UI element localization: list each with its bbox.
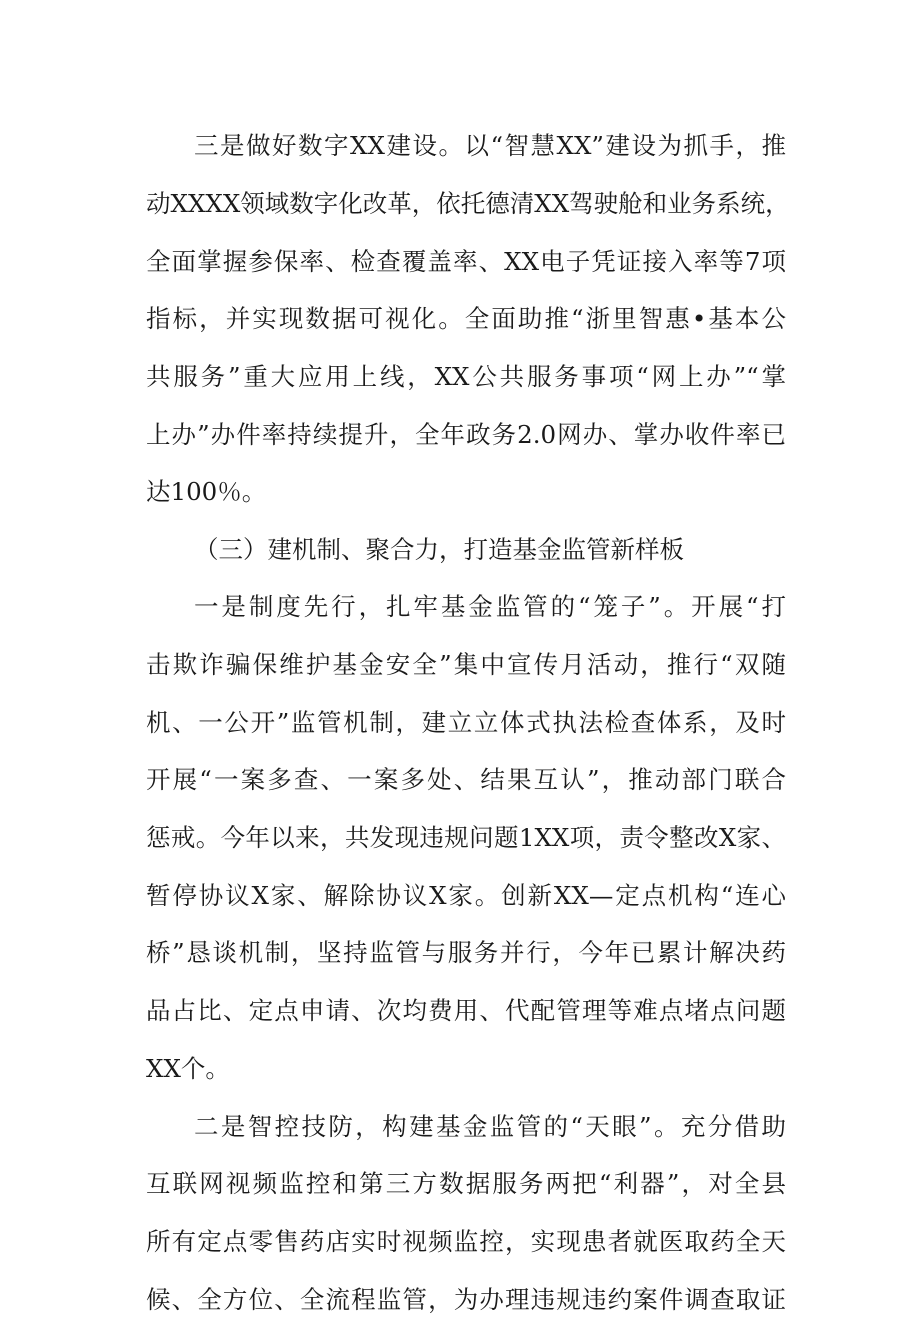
paragraph-digital-line-2: 动XXXX领域数字化改革，依托德清XX驾驶舱和业务系统， (146, 189, 790, 218)
paragraph-smart-line-3: 所有定点零售药店实时视频监控，实现患者就医取药全天 (146, 1227, 786, 1256)
paragraph-regulation-line-3: 机、一公开”监管机制，建立立体式执法检查体系，及时 (146, 708, 786, 737)
section-heading: （三）建机制、聚合力，打造基金监管新样板 (194, 535, 684, 564)
paragraph-regulation-line-8: 品占比、定点申请、次均费用、代配管理等难点堵点问题 (146, 996, 786, 1025)
paragraph-regulation-line-2: 击欺诈骗保维护基金安全”集中宣传月活动，推行“双随 (146, 650, 786, 679)
paragraph-digital-line-4: 指标，并实现数据可视化。全面助推“浙里智惠•基本公 (146, 304, 786, 333)
paragraph-regulation-line-6: 暂停协议X家、解除协议X家。创新XX—定点机构“连心 (146, 881, 786, 910)
paragraph-digital-line-7: 达100％。 (146, 477, 267, 506)
paragraph-digital-line-3: 全面掌握参保率、检查覆盖率、XX电子凭证接入率等7项 (146, 247, 786, 276)
paragraph-digital-line-1: 三是做好数字XX建设。以“智慧XX”建设为抓手，推 (194, 131, 786, 160)
paragraph-regulation-line-1: 一是制度先行，扎牢基金监管的“笼子”。开展“打 (194, 592, 786, 621)
paragraph-smart-line-4: 候、全方位、全流程监管，为办理违规违约案件调查取证 (146, 1285, 786, 1314)
paragraph-regulation-line-4: 开展“一案多查、一案多处、结果互认”，推动部门联合 (146, 765, 786, 794)
paragraph-regulation-line-9: XX个。 (146, 1054, 230, 1083)
paragraph-smart-line-1: 二是智控技防，构建基金监管的“天眼”。充分借助 (194, 1112, 786, 1141)
paragraph-regulation-line-7: 桥”恳谈机制，坚持监管与服务并行，今年已累计解决药 (146, 938, 786, 967)
paragraph-digital-line-5: 共服务”重大应用上线，XX公共服务事项“网上办”“掌 (146, 362, 786, 391)
paragraph-smart-line-2: 互联网视频监控和第三方数据服务两把“利器”，对全县 (146, 1169, 786, 1198)
paragraph-digital-line-6: 上办”办件率持续提升，全年政务2.0网办、掌办收件率已 (146, 420, 786, 449)
paragraph-regulation-line-5: 惩戒。今年以来，共发现违规问题1XX项，责令整改X家、 (146, 823, 786, 852)
